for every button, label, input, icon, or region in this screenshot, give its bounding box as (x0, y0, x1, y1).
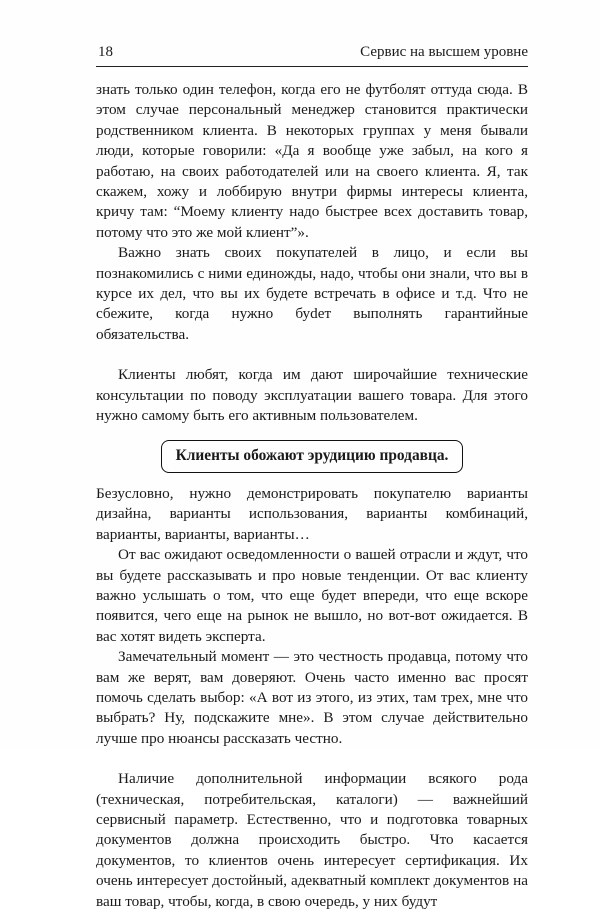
paragraph: знать только один телефон, когда его не футболят оттуда сюда. В этом случае персональный менеджер становится практически родственником клиента. В некоторых группах у меня бывали люди, которые говорили: «Да я вообще уже забыл, на кого я работаю, на своих работодателей или на своего клиента. Я, так скажем, хожу и лоббирую внутри фирмы интересы клиента, кричу там: “Моему клиенту надо быстрее всех доставить товар, потому что это же мой клиент”». (96, 81, 528, 241)
callout-container (96, 440, 528, 473)
page-header (96, 40, 528, 67)
paragraph: Важно знать своих покупателей в лицо, и если вы познакомились с ними единожды, надо, чтобы они знали, что вы в курсе их дел, что вы их будете встречать в офисе и т.д. Что не сбежите, когда нужно буdет выполнять гарантийные обязательства. (96, 244, 528, 343)
body-text (96, 80, 528, 912)
paragraph: Клиенты любят, когда им дают широчайшие технические консультации по поводу эксплуатации вашего товара. Для этого нужно самому быть его активным пользователем. (96, 366, 528, 425)
paragraph: Замечательный момент — это честность продавца, потому что вам же верят, вам доверяют. Очень часто именно вас просят помочь сделать выбор: «А вот из этого, из этих, там трех, мне что выбрать? Ну, подскажите мне». В этом случае действительно лучше про нюансы рассказать честно. (96, 648, 528, 747)
paragraph: Наличие дополнительной информации всякого рода (техническая, потребительская, каталоги) — важнейший сервисный параметр. Естественно, что и подготовка товарных документов должна происходить быстро. Что касается документов, то клиентов очень интересует сертификация. Их очень интересует достойный, адекватный комплект документов на ваш товар, чтобы, когда, в свою очередь, у них будут (96, 770, 528, 910)
paragraph: Безусловно, нужно демонстрировать покупателю варианты дизайна, варианты использования, варианты комбинаций, варианты, варианты, варианты… (96, 484, 528, 543)
paragraph: От вас ожидают осведомленности о вашей отрасли и ждут, что вы будете рассказывать и про новые тенденции. От вас клиенту важно услышать о том, что еще будет впереди, что еще вскоре появится, чего еще на рынок не вышло, но вот-вот ожидается. В вас хотят видеть эксперта. (96, 546, 528, 645)
page-number: 18 (98, 44, 113, 60)
running-title: Сервис на высшем уровне (360, 44, 528, 60)
callout-box: Клиенты обожают эрудицию продавца. (161, 440, 464, 473)
